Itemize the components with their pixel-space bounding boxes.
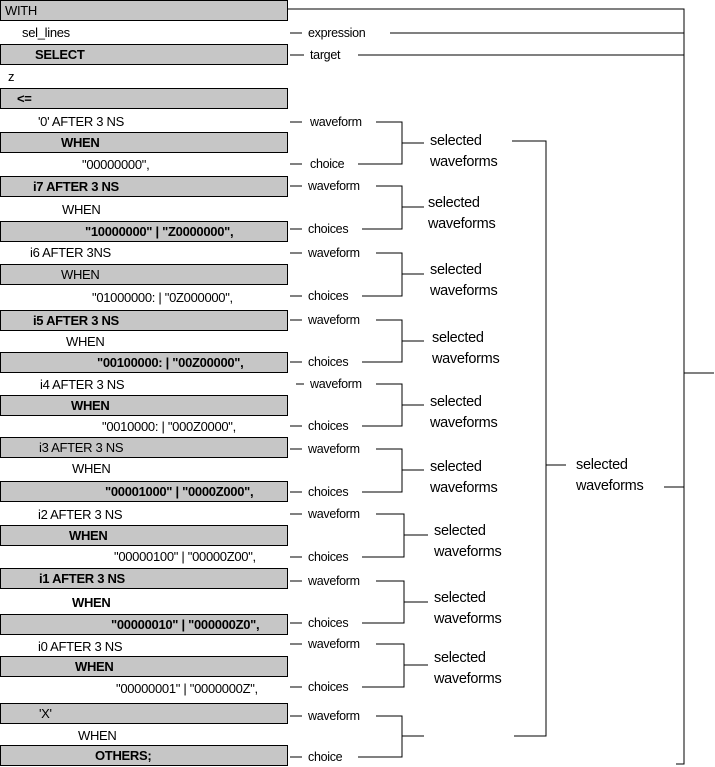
waveform-label: waveform [308,507,360,521]
choice-label: choice [310,157,345,171]
code-text: "01000000: | "0Z000000", [92,290,233,305]
label-line: selected [576,457,628,473]
label-line: selected [430,133,482,149]
code-text: WITH [5,3,38,18]
code-text: "0010000: | "000Z0000", [102,419,236,434]
big-bracket [512,141,546,736]
waveform-label: waveform [308,246,360,260]
label-line: selected [432,330,484,346]
waveform-label: waveform [308,637,360,651]
code-text: WHEN [78,728,117,743]
selected-waveforms-label [434,648,501,690]
selected-waveforms-label [430,392,497,434]
group-bracket [362,253,402,296]
group-bracket [362,644,404,687]
label-line: waveforms [430,283,498,299]
code-text: i7 AFTER 3 NS [33,179,119,194]
label-line: waveforms [430,154,498,170]
code-text: WHEN [62,202,101,217]
code-text: WHEN [71,398,110,413]
target-label: target [310,48,341,62]
code-text: <= [17,91,32,106]
waveform-label: waveform [308,179,360,193]
code-text: "00001000" | "0000Z000", [105,484,254,499]
choices-label: choices [308,550,349,564]
label-line: selected [434,523,486,539]
code-text: WHEN [75,659,114,674]
label-line: selected [434,650,486,666]
group-bracket [362,581,404,623]
code-text: i0 AFTER 3 NS [38,639,123,654]
label-line: waveforms [428,216,496,232]
choices-label: choices [308,222,349,236]
group-bracket [362,384,402,426]
code-text: OTHERS; [95,748,152,763]
code-text: "00000010" | "000000Z0", [111,617,260,632]
choices-label: choices [308,355,349,369]
choices-label: choices [308,419,349,433]
group-bracket [362,449,402,492]
label-line: selected [428,195,480,211]
code-text: "10000000" | "Z0000000", [85,224,234,239]
code-text: "00000001" | "0000000Z", [116,681,258,696]
choices-label: choices [308,680,349,694]
selected-waveforms-label [430,131,497,173]
waveform-label: waveform [310,115,362,129]
code-text: WHEN [61,267,100,282]
code-text: "00100000: | "00Z00000", [97,355,244,370]
group-bracket [358,122,402,164]
selected-waveforms-label [432,328,499,370]
code-text: '0' AFTER 3 NS [38,114,125,129]
label-line: selected [430,459,482,475]
code-text: i1 AFTER 3 NS [39,571,125,586]
label-line: waveforms [432,351,500,367]
code-text: i4 AFTER 3 NS [40,377,125,392]
code-text: i2 AFTER 3 NS [38,507,123,522]
code-text: WHEN [66,334,105,349]
waveform-label: waveform [308,442,360,456]
code-text: i5 AFTER 3 NS [33,313,119,328]
waveform-label: waveform [308,709,360,723]
label-line: selected [430,262,482,278]
expression-label: expression [308,26,366,40]
group-bracket [362,186,402,229]
code-text: "00000000", [82,157,150,172]
choices-label: choices [308,616,349,630]
waveform-label: waveform [308,313,360,327]
selected-waveforms-label [430,457,497,499]
label-line: selected [430,394,482,410]
label-line: waveforms [430,480,498,496]
waveform-label: waveform [308,574,360,588]
selected-waveforms-label [434,521,501,563]
label-line: waveforms [430,415,498,431]
code-text: WHEN [72,461,111,476]
label-line: selected [434,590,486,606]
code-text: WHEN [61,135,100,150]
choice-label: choice [308,750,343,764]
label-line: waveforms [434,544,502,560]
label-line: waveforms [576,478,644,494]
selected-waveforms-label [430,260,497,302]
group-bracket [358,716,402,757]
selected-waveforms-label [434,588,501,630]
group-bracket [362,514,404,557]
code-text: "00000100" | "00000Z00", [114,549,256,564]
waveform-label: waveform [310,377,362,391]
selected-waveforms-label-main [576,455,643,497]
code-text: 'X' [39,706,52,721]
code-text: i3 AFTER 3 NS [39,440,124,455]
code-text: sel_lines [22,25,70,40]
choices-label: choices [308,289,349,303]
selected-waveforms-label [428,193,495,235]
label-line: waveforms [434,671,502,687]
choices-label: choices [308,485,349,499]
code-text: z [8,69,15,84]
code-text: WHEN [72,595,111,610]
code-text: SELECT [35,47,85,62]
code-text: i6 AFTER 3NS [30,245,111,260]
group-bracket [362,320,402,362]
code-text: WHEN [69,528,108,543]
label-line: waveforms [434,611,502,627]
